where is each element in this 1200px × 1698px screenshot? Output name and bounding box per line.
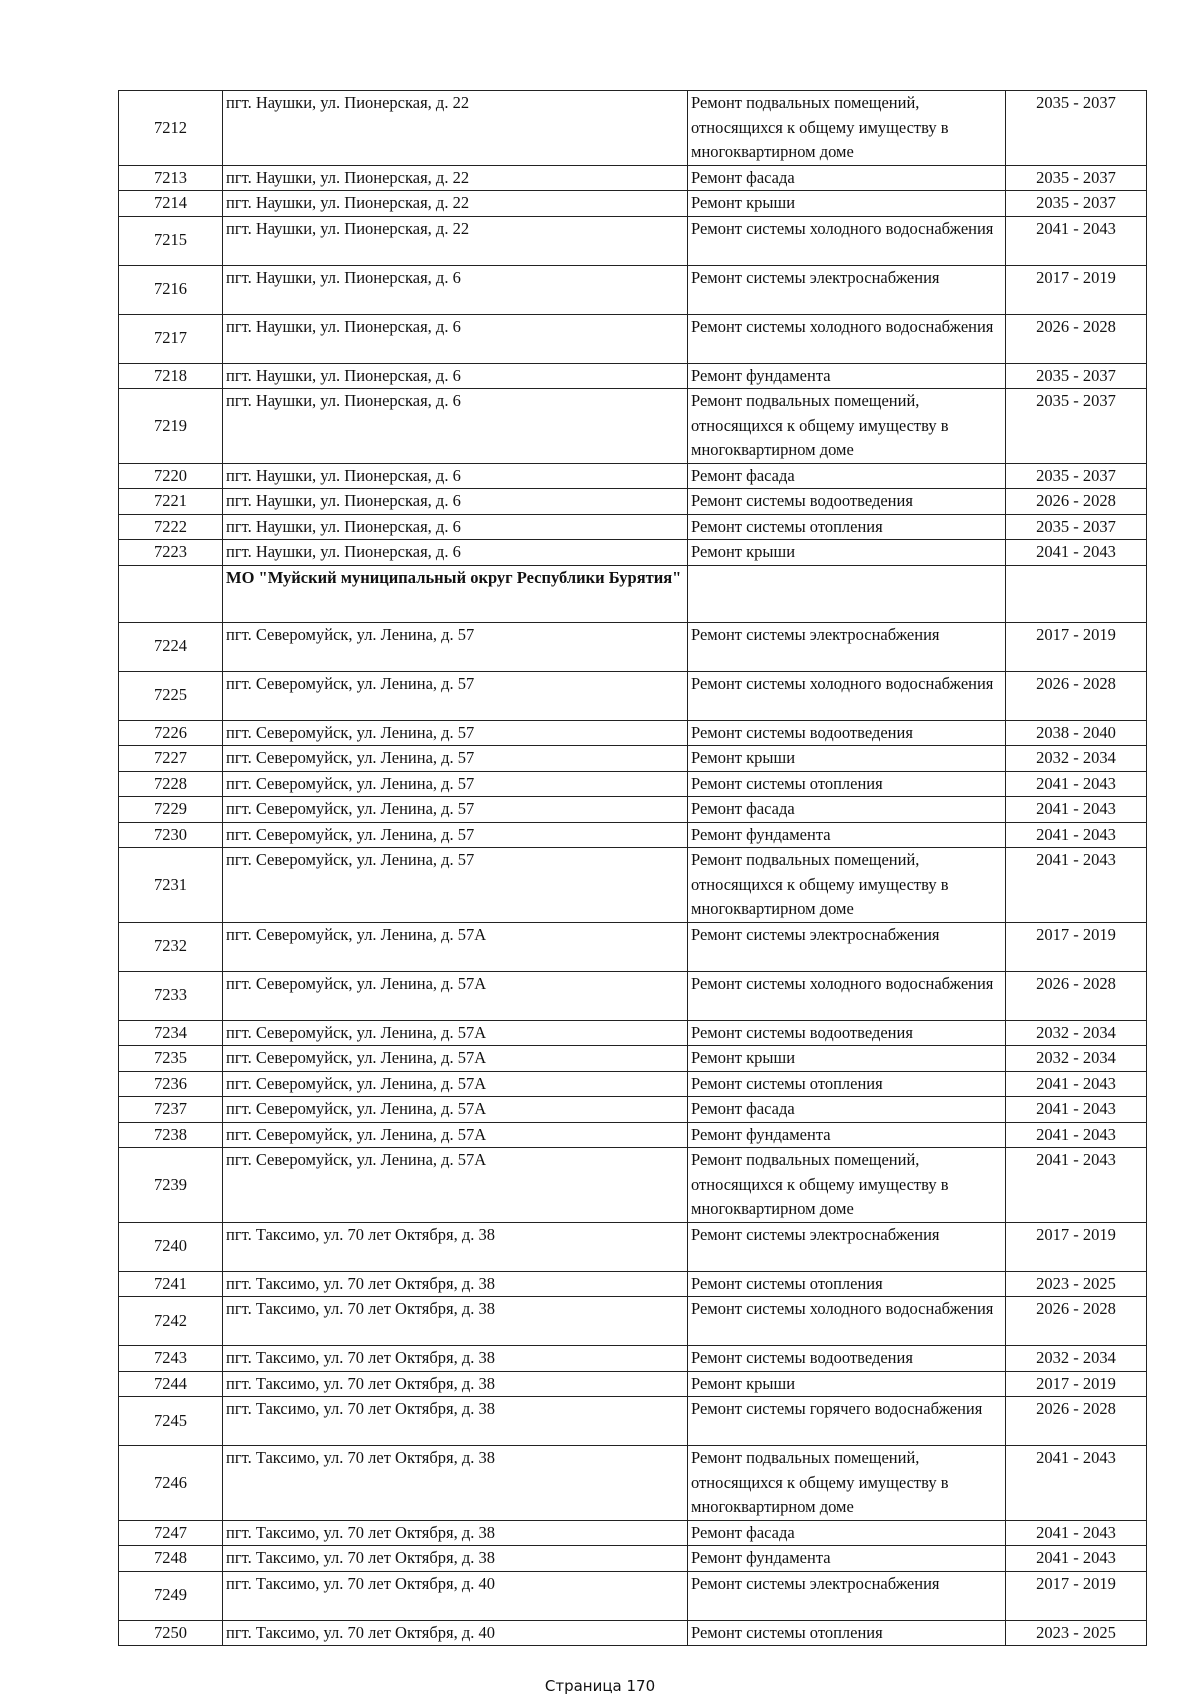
- row-number-cell: 7235: [119, 1046, 223, 1072]
- table-row: [119, 1397, 1147, 1446]
- work-type-cell: Ремонт фундамента: [688, 1122, 1006, 1148]
- row-number-cell: 7230: [119, 822, 223, 848]
- period-cell: 2017 - 2019: [1006, 1571, 1147, 1620]
- address-cell: пгт. Таксимо, ул. 70 лет Октября, д. 40: [223, 1620, 688, 1646]
- period-cell: 2026 - 2028: [1006, 1297, 1147, 1346]
- address-cell: пгт. Северомуйск, ул. Ленина, д. 57: [223, 622, 688, 671]
- table-row: [119, 971, 1147, 1020]
- period-cell: 2026 - 2028: [1006, 314, 1147, 363]
- row-number-cell: 7247: [119, 1520, 223, 1546]
- work-type-cell: Ремонт системы холодного водоснабжения: [688, 671, 1006, 720]
- address-cell: пгт. Таксимо, ул. 70 лет Октября, д. 38: [223, 1271, 688, 1297]
- period-cell: 2041 - 2043: [1006, 1520, 1147, 1546]
- address-cell: пгт. Северомуйск, ул. Ленина, д. 57А: [223, 1046, 688, 1072]
- work-type-cell: Ремонт крыши: [688, 746, 1006, 772]
- address-cell: пгт. Северомуйск, ул. Ленина, д. 57: [223, 848, 688, 923]
- row-number-cell: 7217: [119, 314, 223, 363]
- work-type-cell: Ремонт фундамента: [688, 1546, 1006, 1572]
- address-cell: пгт. Таксимо, ул. 70 лет Октября, д. 38: [223, 1446, 688, 1521]
- address-cell: пгт. Северомуйск, ул. Ленина, д. 57А: [223, 1148, 688, 1223]
- work-type-cell: Ремонт системы электроснабжения: [688, 922, 1006, 971]
- row-number-cell: 7244: [119, 1371, 223, 1397]
- row-number-cell: 7231: [119, 848, 223, 923]
- row-number-cell: 7245: [119, 1397, 223, 1446]
- period-cell: 2035 - 2037: [1006, 514, 1147, 540]
- row-number-cell: 7246: [119, 1446, 223, 1521]
- row-number-cell: 7221: [119, 489, 223, 515]
- work-type-cell: Ремонт фасада: [688, 1520, 1006, 1546]
- work-type-cell: Ремонт системы электроснабжения: [688, 622, 1006, 671]
- table-row: [119, 191, 1147, 217]
- row-number-cell: 7233: [119, 971, 223, 1020]
- table-row: [119, 1571, 1147, 1620]
- table-row: [119, 1122, 1147, 1148]
- work-type-cell: Ремонт фасада: [688, 165, 1006, 191]
- period-cell: 2041 - 2043: [1006, 1446, 1147, 1521]
- address-cell: пгт. Наушки, ул. Пионерская, д. 22: [223, 191, 688, 217]
- address-cell: пгт. Северомуйск, ул. Ленина, д. 57: [223, 797, 688, 823]
- period-cell: 2017 - 2019: [1006, 622, 1147, 671]
- work-type-cell: Ремонт системы водоотведения: [688, 489, 1006, 515]
- table-row: [119, 91, 1147, 166]
- period-cell: 2041 - 2043: [1006, 1122, 1147, 1148]
- table-row: [119, 1346, 1147, 1372]
- address-cell: пгт. Наушки, ул. Пионерская, д. 22: [223, 216, 688, 265]
- address-cell: пгт. Северомуйск, ул. Ленина, д. 57А: [223, 1020, 688, 1046]
- table-row: [119, 671, 1147, 720]
- row-number-cell: 7222: [119, 514, 223, 540]
- period-cell: 2023 - 2025: [1006, 1271, 1147, 1297]
- work-type-cell: Ремонт системы отопления: [688, 514, 1006, 540]
- period-cell: 2041 - 2043: [1006, 848, 1147, 923]
- row-number-cell: 7240: [119, 1222, 223, 1271]
- work-type-cell: Ремонт системы электроснабжения: [688, 1571, 1006, 1620]
- address-cell: пгт. Наушки, ул. Пионерская, д. 22: [223, 165, 688, 191]
- work-type-cell: Ремонт системы водоотведения: [688, 1346, 1006, 1372]
- table-row: [119, 1297, 1147, 1346]
- row-number-cell: 7237: [119, 1097, 223, 1123]
- address-cell: пгт. Северомуйск, ул. Ленина, д. 57А: [223, 922, 688, 971]
- row-number-cell: 7228: [119, 771, 223, 797]
- address-cell: пгт. Наушки, ул. Пионерская, д. 6: [223, 489, 688, 515]
- period-cell: 2038 - 2040: [1006, 720, 1147, 746]
- row-number-cell: 7212: [119, 91, 223, 166]
- table-row: [119, 1046, 1147, 1072]
- period-cell: [1006, 565, 1147, 622]
- row-number-cell: 7224: [119, 622, 223, 671]
- period-cell: 2032 - 2034: [1006, 1046, 1147, 1072]
- row-number-cell: 7234: [119, 1020, 223, 1046]
- table-row: [119, 771, 1147, 797]
- period-cell: 2017 - 2019: [1006, 1371, 1147, 1397]
- work-type-cell: Ремонт системы холодного водоснабжения: [688, 314, 1006, 363]
- table-row: [119, 389, 1147, 464]
- address-cell: пгт. Таксимо, ул. 70 лет Октября, д. 38: [223, 1222, 688, 1271]
- work-type-cell: Ремонт подвальных помещений, относящихся к общему имуществу в многоквартирном доме: [688, 389, 1006, 464]
- row-number-cell: 7238: [119, 1122, 223, 1148]
- table-row: [119, 216, 1147, 265]
- address-cell: пгт. Таксимо, ул. 70 лет Октября, д. 38: [223, 1397, 688, 1446]
- table-row: [119, 822, 1147, 848]
- work-type-cell: Ремонт системы отопления: [688, 771, 1006, 797]
- row-number-cell: 7243: [119, 1346, 223, 1372]
- work-type-cell: Ремонт фундамента: [688, 822, 1006, 848]
- table-row: [119, 514, 1147, 540]
- work-type-cell: Ремонт подвальных помещений, относящихся к общему имуществу в многоквартирном доме: [688, 91, 1006, 166]
- work-type-cell: Ремонт крыши: [688, 540, 1006, 566]
- address-cell: пгт. Наушки, ул. Пионерская, д. 6: [223, 389, 688, 464]
- address-cell: пгт. Наушки, ул. Пионерская, д. 6: [223, 540, 688, 566]
- address-cell: пгт. Северомуйск, ул. Ленина, д. 57А: [223, 1071, 688, 1097]
- work-type-cell: Ремонт крыши: [688, 191, 1006, 217]
- row-number-cell: 7225: [119, 671, 223, 720]
- row-number-cell: 7249: [119, 1571, 223, 1620]
- period-cell: 2041 - 2043: [1006, 540, 1147, 566]
- address-cell: пгт. Таксимо, ул. 70 лет Октября, д. 38: [223, 1297, 688, 1346]
- repair-schedule-table: [118, 90, 1147, 1646]
- work-type-cell: Ремонт системы отопления: [688, 1071, 1006, 1097]
- row-number-cell: 7213: [119, 165, 223, 191]
- period-cell: 2026 - 2028: [1006, 971, 1147, 1020]
- address-cell: пгт. Наушки, ул. Пионерская, д. 6: [223, 265, 688, 314]
- address-cell: пгт. Северомуйск, ул. Ленина, д. 57: [223, 771, 688, 797]
- period-cell: 2041 - 2043: [1006, 1148, 1147, 1223]
- work-type-cell: Ремонт системы отопления: [688, 1271, 1006, 1297]
- work-type-cell: Ремонт фундамента: [688, 363, 1006, 389]
- period-cell: 2035 - 2037: [1006, 165, 1147, 191]
- row-number-cell: 7250: [119, 1620, 223, 1646]
- table-row: [119, 540, 1147, 566]
- row-number-cell: 7214: [119, 191, 223, 217]
- period-cell: 2041 - 2043: [1006, 216, 1147, 265]
- table-row: [119, 1222, 1147, 1271]
- work-type-cell: Ремонт системы холодного водоснабжения: [688, 971, 1006, 1020]
- work-type-cell: Ремонт фасада: [688, 463, 1006, 489]
- table-row: [119, 1148, 1147, 1223]
- address-cell: пгт. Наушки, ул. Пионерская, д. 6: [223, 514, 688, 540]
- row-number-cell: 7216: [119, 265, 223, 314]
- table-row: [119, 363, 1147, 389]
- work-type-cell: Ремонт подвальных помещений, относящихся к общему имуществу в многоквартирном доме: [688, 1148, 1006, 1223]
- address-cell: пгт. Таксимо, ул. 70 лет Октября, д. 38: [223, 1371, 688, 1397]
- period-cell: 2017 - 2019: [1006, 922, 1147, 971]
- period-cell: 2032 - 2034: [1006, 1020, 1147, 1046]
- row-number-cell: 7229: [119, 797, 223, 823]
- work-type-cell: Ремонт фасада: [688, 797, 1006, 823]
- row-number-cell: 7236: [119, 1071, 223, 1097]
- work-type-cell: Ремонт фасада: [688, 1097, 1006, 1123]
- municipality-title-cell: МО "Муйский муниципальный округ Республики Бурятия": [223, 565, 688, 622]
- row-number-cell: [119, 565, 223, 622]
- period-cell: 2041 - 2043: [1006, 1071, 1147, 1097]
- period-cell: 2032 - 2034: [1006, 1346, 1147, 1372]
- address-cell: пгт. Наушки, ул. Пионерская, д. 6: [223, 314, 688, 363]
- section-header-row: [119, 565, 1147, 622]
- table-row: [119, 622, 1147, 671]
- row-number-cell: 7219: [119, 389, 223, 464]
- table-row: [119, 265, 1147, 314]
- table-row: [119, 489, 1147, 515]
- period-cell: 2035 - 2037: [1006, 91, 1147, 166]
- period-cell: 2035 - 2037: [1006, 463, 1147, 489]
- work-type-cell: Ремонт системы отопления: [688, 1620, 1006, 1646]
- row-number-cell: 7232: [119, 922, 223, 971]
- table-row: [119, 1520, 1147, 1546]
- period-cell: 2035 - 2037: [1006, 191, 1147, 217]
- period-cell: 2026 - 2028: [1006, 671, 1147, 720]
- row-number-cell: 7248: [119, 1546, 223, 1572]
- table-row: [119, 1020, 1147, 1046]
- table-row: [119, 463, 1147, 489]
- address-cell: пгт. Наушки, ул. Пионерская, д. 6: [223, 363, 688, 389]
- row-number-cell: 7239: [119, 1148, 223, 1223]
- address-cell: пгт. Северомуйск, ул. Ленина, д. 57А: [223, 1122, 688, 1148]
- work-type-cell: Ремонт системы горячего водоснабжения: [688, 1397, 1006, 1446]
- period-cell: 2041 - 2043: [1006, 771, 1147, 797]
- address-cell: пгт. Северомуйск, ул. Ленина, д. 57: [223, 746, 688, 772]
- work-type-cell: Ремонт системы водоотведения: [688, 720, 1006, 746]
- row-number-cell: 7241: [119, 1271, 223, 1297]
- address-cell: пгт. Таксимо, ул. 70 лет Октября, д. 38: [223, 1546, 688, 1572]
- table-row: [119, 720, 1147, 746]
- period-cell: 2041 - 2043: [1006, 822, 1147, 848]
- address-cell: пгт. Таксимо, ул. 70 лет Октября, д. 40: [223, 1571, 688, 1620]
- table-row: [119, 1546, 1147, 1572]
- period-cell: 2023 - 2025: [1006, 1620, 1147, 1646]
- period-cell: 2032 - 2034: [1006, 746, 1147, 772]
- table-row: [119, 1371, 1147, 1397]
- period-cell: 2017 - 2019: [1006, 265, 1147, 314]
- table-row: [119, 746, 1147, 772]
- period-cell: 2026 - 2028: [1006, 489, 1147, 515]
- period-cell: 2035 - 2037: [1006, 363, 1147, 389]
- table-row: [119, 1097, 1147, 1123]
- address-cell: пгт. Северомуйск, ул. Ленина, д. 57: [223, 822, 688, 848]
- table-row: [119, 797, 1147, 823]
- table-row: [119, 1071, 1147, 1097]
- period-cell: 2041 - 2043: [1006, 1097, 1147, 1123]
- address-cell: пгт. Северомуйск, ул. Ленина, д. 57: [223, 671, 688, 720]
- address-cell: пгт. Таксимо, ул. 70 лет Октября, д. 38: [223, 1346, 688, 1372]
- table-row: [119, 314, 1147, 363]
- address-cell: пгт. Северомуйск, ул. Ленина, д. 57А: [223, 1097, 688, 1123]
- work-type-cell: [688, 565, 1006, 622]
- period-cell: 2026 - 2028: [1006, 1397, 1147, 1446]
- page-number: Страница 170: [544, 1677, 656, 1695]
- work-type-cell: Ремонт системы водоотведения: [688, 1020, 1006, 1046]
- row-number-cell: 7218: [119, 363, 223, 389]
- table-row: [119, 922, 1147, 971]
- period-cell: 2017 - 2019: [1006, 1222, 1147, 1271]
- work-type-cell: Ремонт системы холодного водоснабжения: [688, 1297, 1006, 1346]
- work-type-cell: Ремонт системы электроснабжения: [688, 265, 1006, 314]
- row-number-cell: 7215: [119, 216, 223, 265]
- work-type-cell: Ремонт подвальных помещений, относящихся к общему имуществу в многоквартирном доме: [688, 848, 1006, 923]
- table-row: [119, 1271, 1147, 1297]
- table-row: [119, 1620, 1147, 1646]
- work-type-cell: Ремонт подвальных помещений, относящихся к общему имуществу в многоквартирном доме: [688, 1446, 1006, 1521]
- table-body: [119, 91, 1147, 1646]
- row-number-cell: 7226: [119, 720, 223, 746]
- table-row: [119, 848, 1147, 923]
- work-type-cell: Ремонт системы электроснабжения: [688, 1222, 1006, 1271]
- period-cell: 2041 - 2043: [1006, 797, 1147, 823]
- work-type-cell: Ремонт крыши: [688, 1371, 1006, 1397]
- period-cell: 2041 - 2043: [1006, 1546, 1147, 1572]
- row-number-cell: 7227: [119, 746, 223, 772]
- row-number-cell: 7223: [119, 540, 223, 566]
- work-type-cell: Ремонт крыши: [688, 1046, 1006, 1072]
- row-number-cell: 7220: [119, 463, 223, 489]
- address-cell: пгт. Наушки, ул. Пионерская, д. 6: [223, 463, 688, 489]
- address-cell: пгт. Наушки, ул. Пионерская, д. 22: [223, 91, 688, 166]
- period-cell: 2035 - 2037: [1006, 389, 1147, 464]
- row-number-cell: 7242: [119, 1297, 223, 1346]
- work-type-cell: Ремонт системы холодного водоснабжения: [688, 216, 1006, 265]
- table-row: [119, 1446, 1147, 1521]
- address-cell: пгт. Таксимо, ул. 70 лет Октября, д. 38: [223, 1520, 688, 1546]
- address-cell: пгт. Северомуйск, ул. Ленина, д. 57А: [223, 971, 688, 1020]
- table-row: [119, 165, 1147, 191]
- address-cell: пгт. Северомуйск, ул. Ленина, д. 57: [223, 720, 688, 746]
